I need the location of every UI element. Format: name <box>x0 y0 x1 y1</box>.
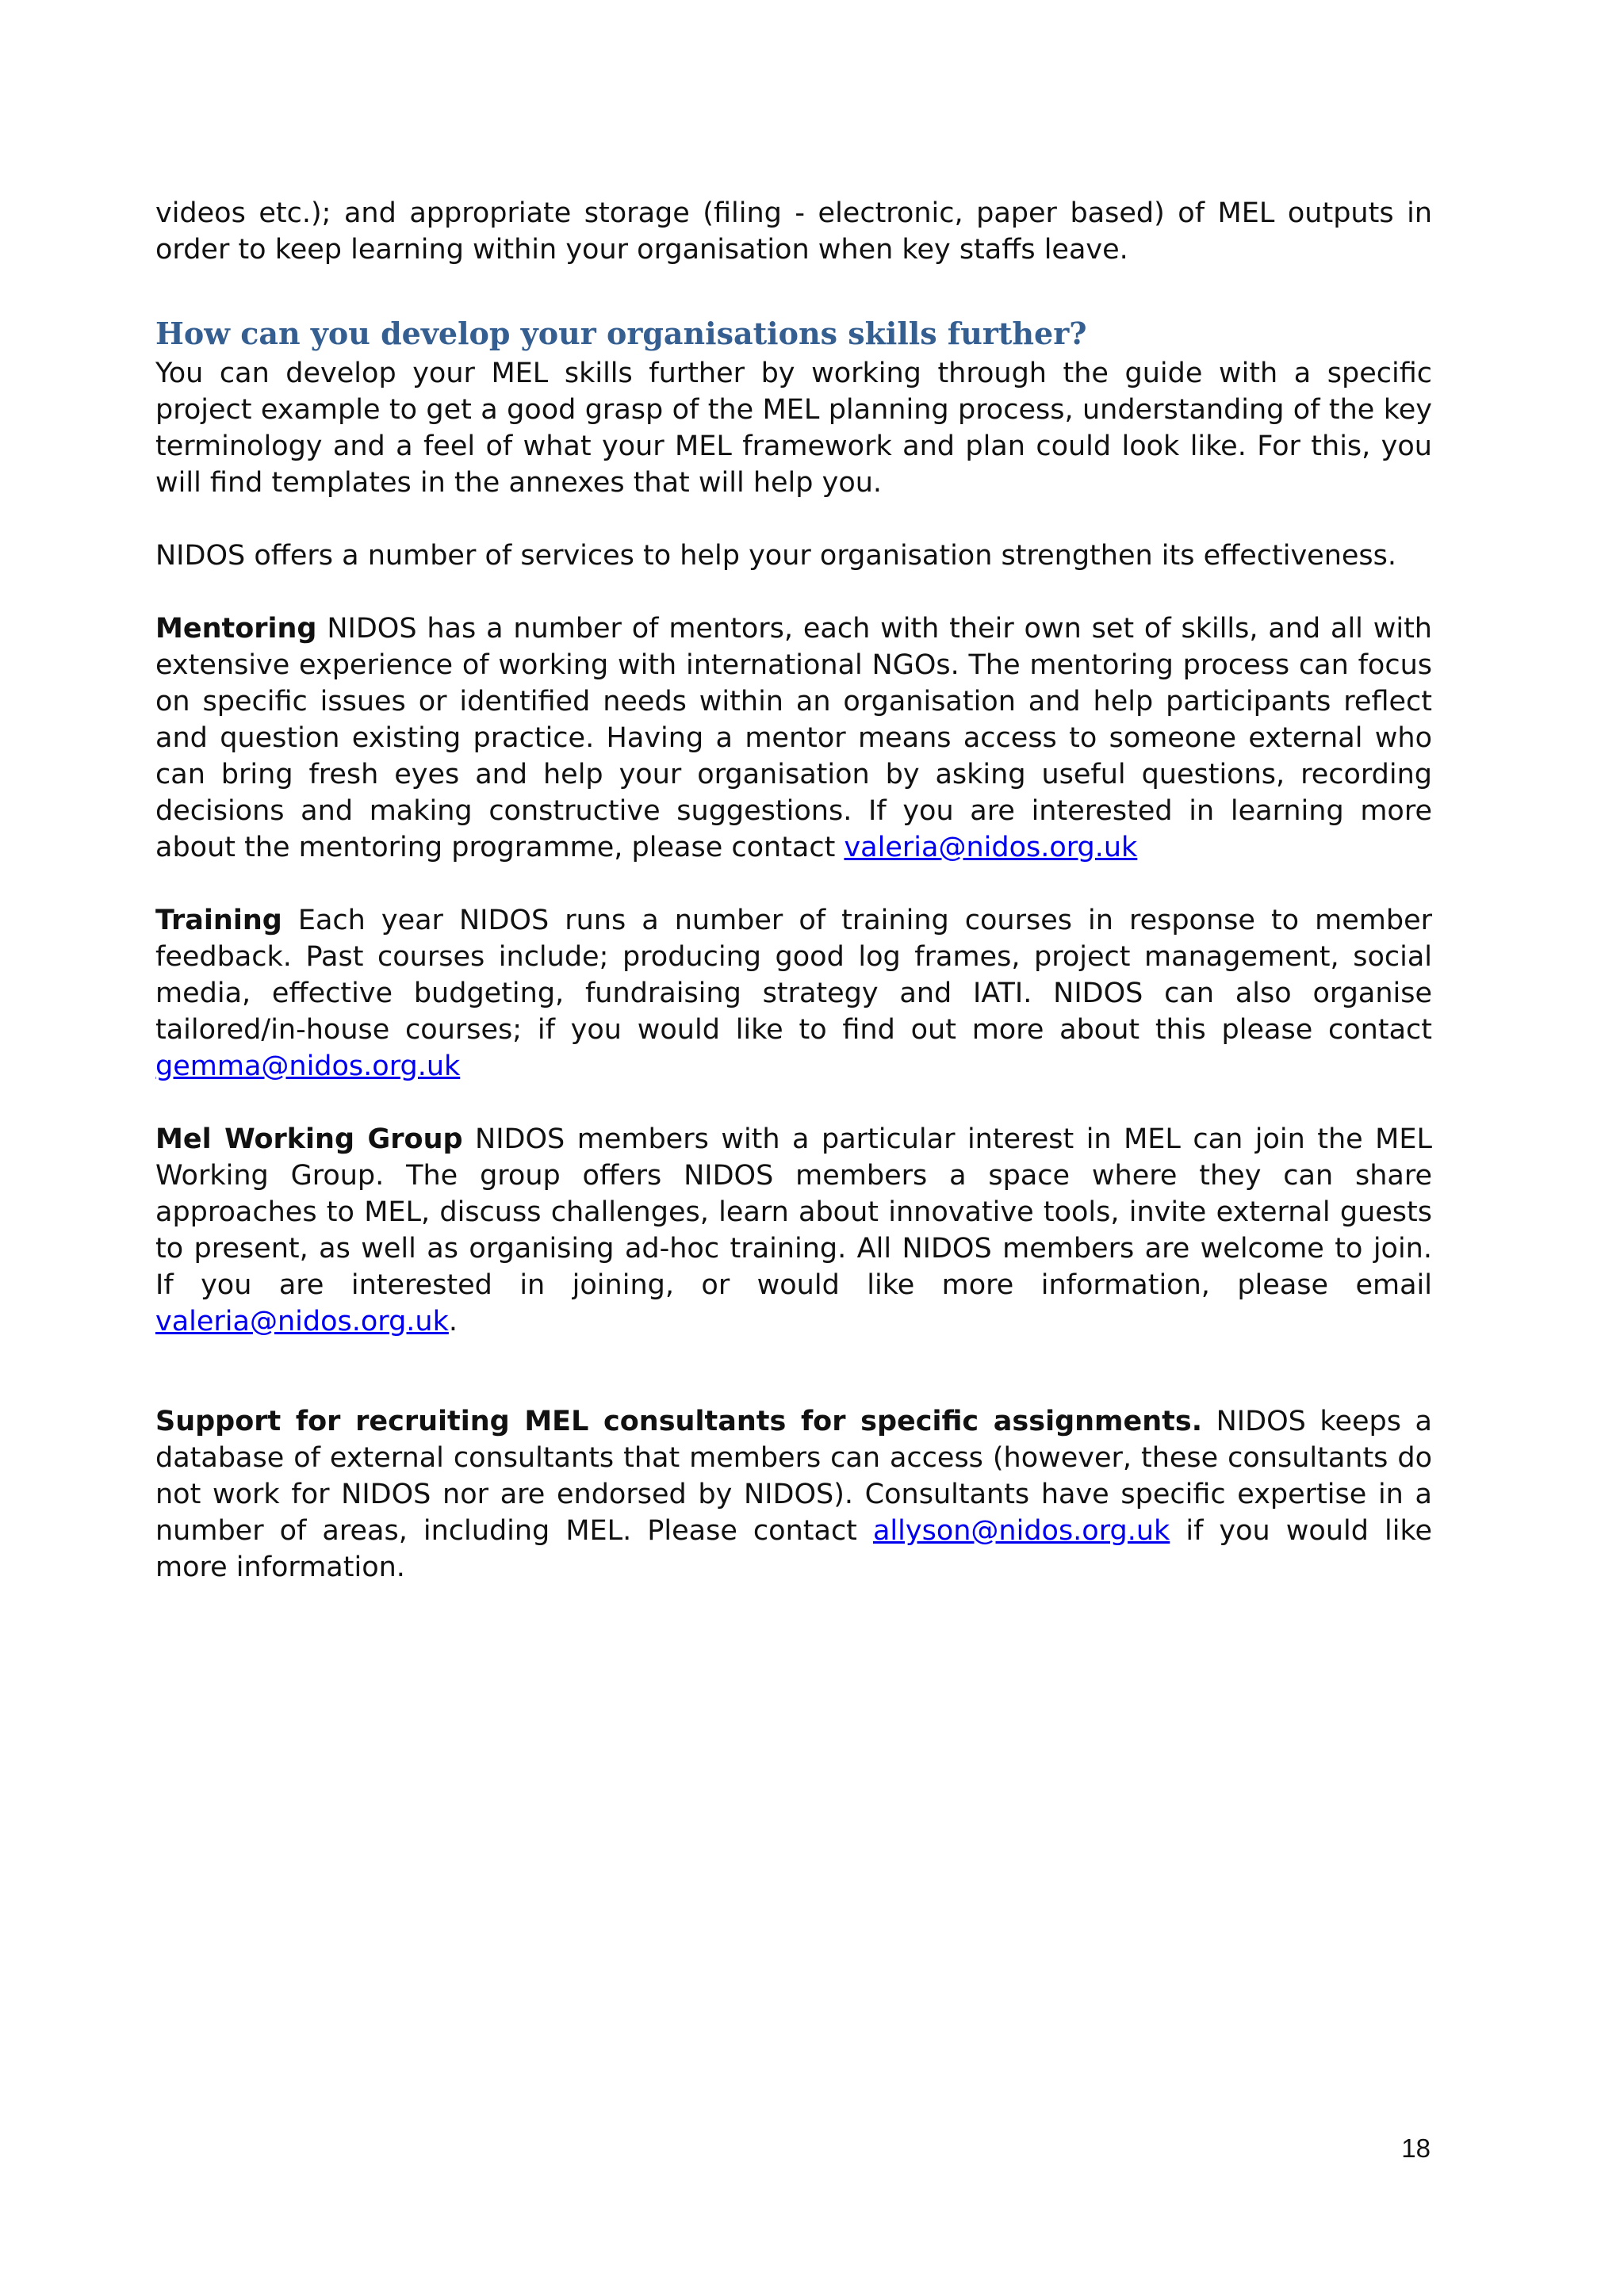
working-group-email-link[interactable]: valeria@nidos.org.uk <box>155 1306 449 1337</box>
mentoring-paragraph <box>155 610 1432 866</box>
working-group-text: NIDOS members with a particular interest in MEL can join the MEL Working Group. The group offers NIDOS members a space where they can share approaches to MEL, discuss challenges, learn about innovative tools, invite external guests to present, as well as organising ad-hoc training. All NIDOS members are welcome to join. If you are interested in joining, or would like more information, please email <box>155 1123 1432 1301</box>
section-heading: How can you develop your organisations skills further? <box>155 316 1087 351</box>
training-paragraph <box>155 902 1432 1085</box>
working-group-paragraph <box>155 1121 1432 1340</box>
mentoring-text: NIDOS has a number of mentors, each with their own set of skills, and all with extensive experience of working with international NGOs. The mentoring process can focus on specific issues or identified needs within an organisation and help participants reflect and question existing practice. Having a mentor means access to someone external who can bring fresh eyes and help your organisation by asking useful questions, recording decisions and making constructive suggestions. If you are interested in learning more about the mentoring programme, please contact <box>155 613 1432 863</box>
services-paragraph: NIDOS offers a number of services to help your organisation strengthen its effectiveness. <box>155 540 1397 572</box>
working-group-suffix: . <box>448 1306 458 1337</box>
page-number: 18 <box>1401 2133 1431 2163</box>
training-title: Training <box>155 905 282 936</box>
recruiting-title: Support for recruiting MEL consultants for specific assignments. <box>155 1406 1203 1437</box>
training-email-link[interactable]: gemma@nidos.org.uk <box>155 1050 461 1082</box>
working-group-title: Mel Working Group <box>155 1123 463 1155</box>
intro-paragraph: videos etc.); and appropriate storage (filing - electronic, paper based) of MEL outputs in order to keep learning within your organisation when key staffs leave. <box>155 197 1432 266</box>
recruiting-paragraph <box>155 1403 1432 1586</box>
training-text: Each year NIDOS runs a number of training courses in response to member feedback. Past courses include; producing good log frames, project management, social media, effective budgeting, fundraising strategy and IATI. NIDOS can also organise tailored/in-house courses; if you would like to find out more about this please contact <box>155 905 1432 1046</box>
page-content <box>155 195 1432 1586</box>
mentoring-title: Mentoring <box>155 613 317 645</box>
mentoring-email-link[interactable]: valeria@nidos.org.uk <box>844 832 1138 863</box>
recruiting-email-link[interactable]: allyson@nidos.org.uk <box>872 1515 1170 1547</box>
recruiting-text: NIDOS keeps a database of external consultants that members can access (however, these consultants do not work for NIDOS nor are endorsed by NIDOS). Consultants have specific expertise in a number of areas, including MEL. Please contact <box>155 1406 1432 1547</box>
recruiting-suffix: if you would like more information. <box>155 1515 1433 1583</box>
develop-paragraph: You can develop your MEL skills further by working through the guide with a specific project example to get a good grasp of the MEL planning process, understanding of the key terminology and a feel of what your MEL framework and plan could look like. For this, you will find templates in the annexes that will help you. <box>155 358 1432 499</box>
